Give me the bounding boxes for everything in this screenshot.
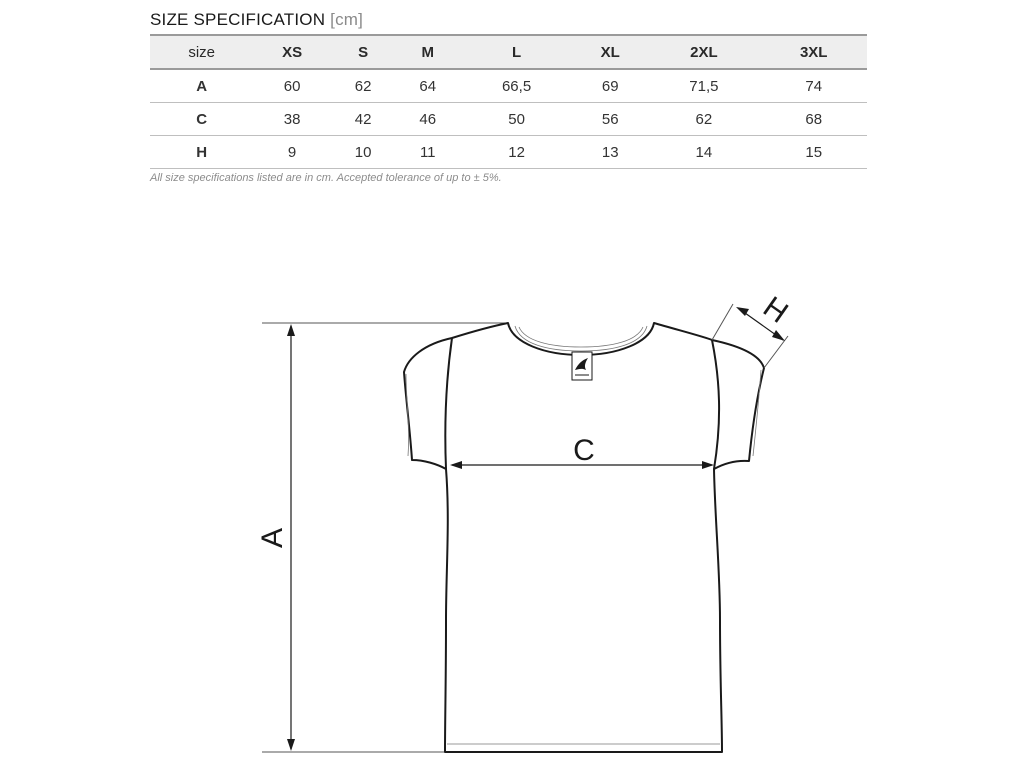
header-cell: XS [282, 43, 303, 61]
table-cell: 11 [419, 143, 436, 161]
header-cell: XL [600, 43, 620, 61]
title-text: SIZE SPECIFICATION [150, 10, 326, 29]
stitch-lines [406, 326, 761, 744]
table-cell: 10 [354, 143, 372, 161]
tolerance-note: All size specifications listed are in cm. Accepted tolerance of up to ± 5%. [150, 172, 502, 184]
header-cell: 3XL [799, 43, 828, 61]
table-cell: 56 [601, 110, 619, 128]
table-cell: 9 [287, 143, 297, 161]
table-cell: 62 [354, 77, 372, 95]
header-cell: L [511, 43, 522, 61]
table-cell: 68 [805, 110, 823, 128]
header-cell: S [358, 43, 369, 61]
header-cell: size [188, 43, 215, 61]
table-cell: 15 [805, 143, 823, 161]
label-a: A [256, 527, 289, 549]
table-cell: 66,5 [501, 77, 532, 95]
title-unit: [cm] [330, 10, 364, 29]
dimension-h [712, 290, 794, 368]
header-cell: 2XL [690, 43, 718, 61]
table-cell: 71,5 [689, 77, 719, 95]
dimension-c [450, 434, 714, 469]
label-c: C [573, 434, 595, 467]
table-cell: 46 [419, 110, 437, 128]
table-cell: 38 [283, 110, 301, 128]
table-cell: 50 [508, 110, 525, 128]
table-cell: 12 [508, 143, 525, 161]
header-cell: M [421, 43, 434, 61]
table-cell: 14 [695, 143, 713, 161]
dimension-a [256, 323, 508, 752]
brand-logo-icon [572, 352, 592, 380]
table-cell: 62 [695, 110, 713, 128]
row-label: A [196, 77, 208, 95]
table-cell: 60 [283, 77, 301, 95]
row-label: H [196, 143, 208, 161]
table-cell: 74 [805, 77, 823, 95]
table-cell: 69 [601, 77, 619, 95]
label-h: H [757, 290, 794, 330]
row-label: C [196, 110, 208, 128]
table-cell: 42 [354, 110, 372, 128]
table-cell: 64 [419, 77, 437, 95]
table-cell: 13 [601, 143, 619, 161]
tshirt-outline [404, 323, 764, 752]
